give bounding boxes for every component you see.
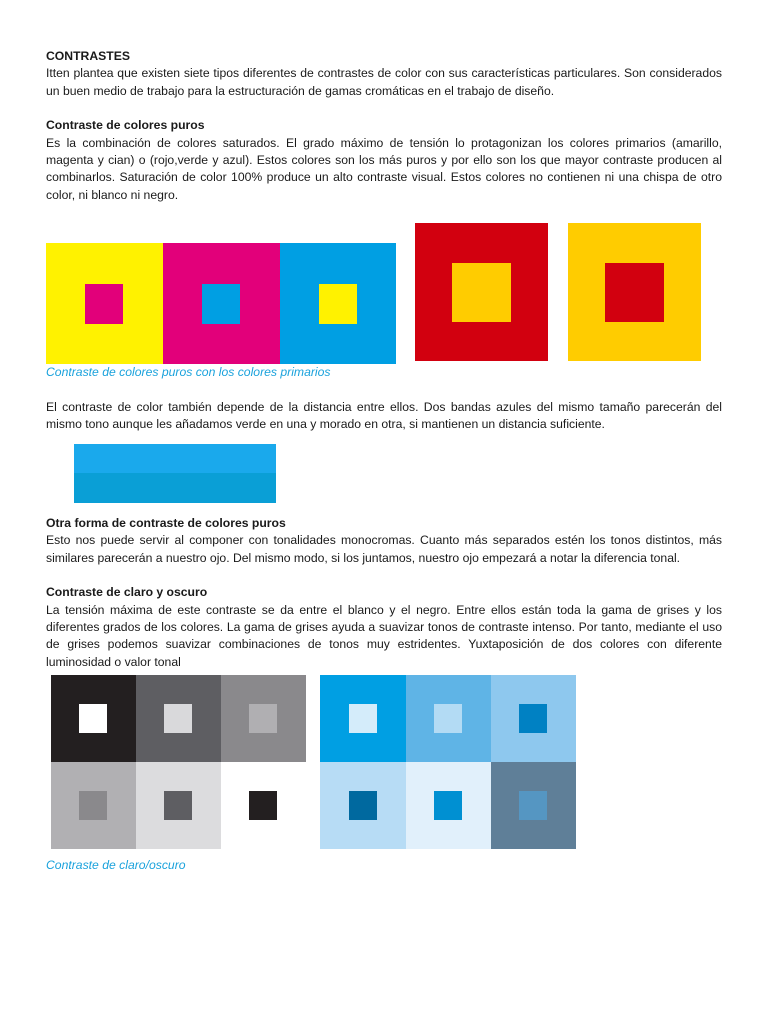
- gray-swatch: [136, 762, 221, 849]
- swatch-inner: [249, 704, 277, 733]
- gray-swatch-grid: [51, 675, 306, 849]
- monochrome-paragraph: Esto nos puede servir al componer con tonalidades monocromas. Cuanto más separados estén los tonos distintos, más similares parecerán a nuestro ojo. Del mismo modo, si los juntamos, nuestro ojo empezará a notar la diferencia tonal.: [46, 533, 722, 565]
- section-heading-pure-colors: Contraste de colores puros: [46, 118, 205, 133]
- primary-swatches: [46, 243, 396, 364]
- text-block: [46, 48, 722, 204]
- blue-swatch: [320, 675, 406, 762]
- primary-colors-caption: Contraste de colores puros con los colores primarios: [46, 365, 331, 379]
- blue-band-bottom: [74, 473, 276, 503]
- page-title: CONTRASTES: [46, 49, 130, 63]
- swatch-red-yellow: [415, 223, 548, 361]
- swatch-inner: [79, 704, 107, 733]
- blue-band-top: [74, 444, 276, 473]
- swatch-inner: [605, 263, 664, 322]
- blue-swatch: [406, 675, 491, 762]
- swatch-inner: [349, 704, 377, 733]
- swatch-inner: [85, 284, 123, 324]
- swatch-inner: [434, 704, 462, 733]
- swatch-inner: [519, 704, 547, 733]
- swatch-inner: [349, 791, 377, 820]
- swatch-inner: [164, 704, 192, 733]
- swatch-inner: [319, 284, 357, 324]
- blue-swatch: [491, 675, 576, 762]
- swatch-inner: [452, 263, 511, 322]
- pure-colors-paragraph: Es la combinación de colores saturados. El grado máximo de tensión lo protagonizan los colores primarios (amarillo, magenta y cian) o (rojo,verde y azul). Estos colores son los más puros y por ello son los que mayor contraste producen al combinarlos. Saturación de color 100% produce un alto contraste visual. Estos colores no contienen ni una chispa de otro color, ni blanco ni negro.: [46, 135, 722, 202]
- section-heading-monochrome: Otra forma de contraste de colores puros: [46, 516, 286, 530]
- blue-swatch-grid: [320, 675, 576, 849]
- monochrome-section: [46, 515, 722, 671]
- swatch-inner: [202, 284, 240, 324]
- swatch-magenta-cyan: [163, 243, 280, 364]
- light-dark-caption: Contraste de claro/oscuro: [46, 858, 186, 872]
- swatch-inner: [164, 791, 192, 820]
- gray-swatch: [221, 675, 306, 762]
- gray-swatch: [51, 675, 136, 762]
- blue-swatch: [320, 762, 406, 849]
- distance-paragraph: El contraste de color también depende de la distancia entre ellos. Dos bandas azules del mismo tamaño parecerán del mismo tono aunque les añadamos verde en una y morado en otra, si mantienen un distancia suficiente.: [46, 400, 722, 432]
- light-dark-paragraph: La tensión máxima de este contraste se da entre el blanco y el negro. Entre ellos están toda la gama de grises y los diferentes grados de los colores. La gama de grises ayuda a suavizar tonos de contraste intenso. Por tanto, mediante el uso de grises podemos suavizar combinaciones de tonos muy estridentes. Yuxtaposición de dos colores con diferente luminosidad o valor tonal: [46, 602, 722, 669]
- blue-bands: [74, 444, 276, 503]
- swatch-yellow-red: [568, 223, 701, 361]
- swatch-inner: [79, 791, 107, 820]
- gray-swatch: [221, 762, 306, 849]
- blue-swatch: [491, 762, 576, 849]
- swatch-inner: [434, 791, 462, 820]
- gray-swatch: [136, 675, 221, 762]
- swatch-yellow-magenta: [46, 243, 163, 364]
- intro-paragraph: Itten plantea que existen siete tipos diferentes de contrastes de color con sus características particulares. Son considerados un buen medio de trabajo para la estructuración de gamas cromáticas en el trabajo de diseño.: [46, 66, 722, 98]
- gray-swatch: [51, 762, 136, 849]
- section-heading-light-dark: Contraste de claro y oscuro: [46, 585, 208, 600]
- swatch-cyan-yellow: [280, 243, 396, 364]
- swatch-inner: [249, 791, 277, 820]
- swatch-inner: [519, 791, 547, 820]
- blue-swatch: [406, 762, 491, 849]
